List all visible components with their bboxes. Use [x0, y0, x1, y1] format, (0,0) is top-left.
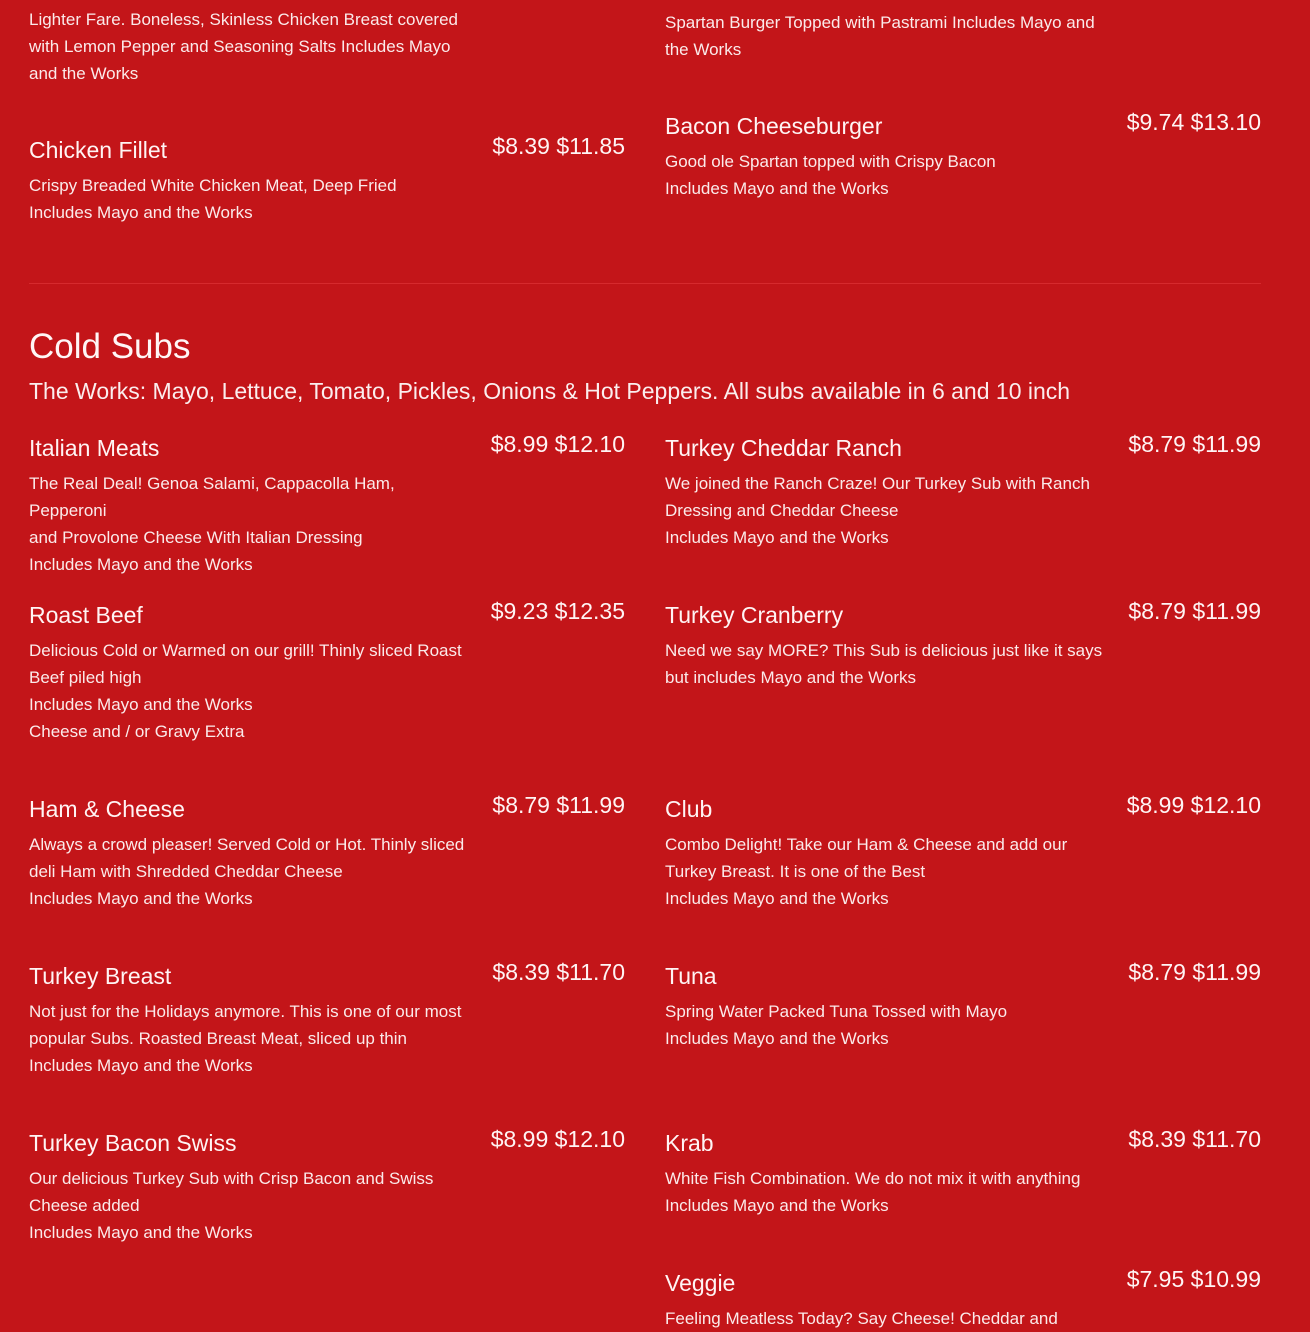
description-line: Combo Delight! Take our Ham & Cheese and add our	[665, 835, 1068, 854]
description-line: and Provolone Cheese With Italian Dressing	[29, 528, 363, 547]
description-line: Delicious Cold or Warmed on our grill! Thinly sliced Roast	[29, 641, 462, 660]
item-name: Turkey Cheddar Ranch	[665, 435, 902, 461]
item-description	[665, 1165, 1105, 1219]
description-line: Includes Mayo and the Works	[665, 528, 889, 547]
description-line: with Lemon Pepper and Seasoning Salts	[29, 37, 337, 56]
item-price: $8.39 $11.70	[492, 959, 625, 985]
item-description	[665, 470, 1105, 551]
description-line: Not just for the Holidays anymore. This is one of our most	[29, 1002, 462, 1021]
menu-item-roast-beef[interactable]	[29, 600, 625, 745]
description-line: but includes Mayo and the Works	[665, 668, 917, 687]
description-line: Includes Mayo and the Works	[29, 1056, 253, 1075]
item-description	[29, 1165, 469, 1246]
description-line: deli Ham with Shredded Cheddar Cheese	[29, 862, 343, 881]
description-line: White Fish Combination. We do not mix it with anything	[665, 1169, 1081, 1188]
item-description	[665, 1305, 1105, 1332]
item-description	[29, 470, 469, 578]
menu-item-krab[interactable]	[665, 1128, 1261, 1219]
description-line: The Real Deal! Genoa Salami, Cappacolla Ham, Pepperoni	[29, 474, 395, 520]
item-name: Veggie	[665, 1270, 736, 1296]
item-name: Turkey Bacon Swiss	[29, 1130, 237, 1156]
item-name: Tuna	[665, 963, 717, 989]
item-price: $8.79 $11.99	[1128, 959, 1261, 985]
menu-item-turkey-cheddar-ranch[interactable]	[665, 433, 1261, 551]
item-name: Chicken Fillet	[29, 137, 168, 163]
item-name: Turkey Cranberry	[665, 602, 844, 628]
section-divider	[29, 283, 1261, 284]
item-description	[29, 831, 469, 912]
item-price: $8.99 $12.10	[490, 1126, 625, 1152]
description-line: Feeling Meatless Today? Say Cheese! Cheddar and	[665, 1309, 1058, 1328]
item-description	[29, 6, 469, 87]
description-line: Includes Mayo and the Works	[665, 1029, 889, 1048]
description-line: Cheese added	[29, 1196, 140, 1215]
item-name: Turkey Breast	[29, 963, 172, 989]
item-name: Italian Meats	[29, 435, 160, 461]
menu-item-italian-meats[interactable]	[29, 433, 625, 578]
section-title: Cold Subs	[29, 327, 191, 366]
description-line: Spring Water Packed Tuna Tossed with Mayo	[665, 1002, 1008, 1021]
description-line: Includes Mayo and the Works	[29, 37, 451, 83]
description-line: Our delicious Turkey Sub with Crisp Bacon and Swiss	[29, 1169, 434, 1188]
item-price: $8.79 $11.99	[1128, 598, 1261, 624]
item-description	[665, 637, 1105, 691]
item-price: $9.23 $12.35	[490, 598, 625, 624]
description-line: Includes Mayo and the Works	[29, 203, 253, 222]
description-line: Includes Mayo and the Works	[29, 555, 253, 574]
item-price: $8.39 $11.85	[492, 133, 625, 159]
description-line: Spartan Burger Topped with Pastrami	[665, 13, 948, 32]
menu-item-bacon-cheeseburger[interactable]	[665, 111, 1261, 202]
item-price: $8.79 $11.99	[492, 792, 625, 818]
item-description	[665, 998, 1105, 1052]
item-name: Club	[665, 796, 713, 822]
menu-item-chicken-fillet[interactable]	[29, 135, 625, 226]
item-name: Krab	[665, 1130, 714, 1156]
item-description	[29, 172, 469, 226]
item-price: $8.39 $11.70	[1128, 1126, 1261, 1152]
menu-item-turkey-breast[interactable]	[29, 961, 625, 1079]
item-price: $7.95 $10.99	[1126, 1266, 1261, 1292]
item-description	[665, 148, 1105, 202]
item-price: $8.99 $12.10	[490, 431, 625, 457]
item-price: $8.99 $12.10	[1126, 792, 1261, 818]
description-line: Dressing and Cheddar Cheese	[665, 501, 899, 520]
description-line: Beef piled high	[29, 668, 142, 687]
description-line: Crispy Breaded White Chicken Meat, Deep Fried	[29, 176, 397, 195]
item-name: Roast Beef	[29, 602, 143, 628]
item-description	[29, 637, 469, 745]
description-line: Includes Mayo and the Works	[665, 1196, 889, 1215]
description-line: Includes Mayo and the Works	[29, 695, 253, 714]
item-name: Ham & Cheese	[29, 796, 185, 822]
item-description	[29, 998, 469, 1079]
menu-item-turkey-cranberry[interactable]	[665, 600, 1261, 691]
description-line: Need we say MORE? This Sub is delicious just like it says	[665, 641, 1103, 660]
description-line: Turkey Breast. It is one of the Best	[665, 862, 926, 881]
description-line: Good ole Spartan topped with Crispy Bacon	[665, 152, 996, 171]
description-line: popular Subs. Roasted Breast Meat, sliced up thin	[29, 1029, 407, 1048]
description-line: Includes Mayo and the Works	[665, 889, 889, 908]
description-line: Includes Mayo and the Works	[665, 179, 889, 198]
section-subtitle: The Works: Mayo, Lettuce, Tomato, Pickles, Onions & Hot Peppers. All subs available in 6 and 10 inch	[29, 378, 1071, 404]
description-line: Cheese and / or Gravy Extra	[29, 722, 245, 741]
menu-item-club[interactable]	[665, 794, 1261, 912]
description-line: Includes Mayo and the Works	[665, 13, 1095, 59]
menu-item-veggie[interactable]	[665, 1268, 1261, 1332]
item-price: $9.74 $13.10	[1126, 109, 1261, 135]
description-line: Includes Mayo and the Works	[29, 889, 253, 908]
menu-item-tuna[interactable]	[665, 961, 1261, 1052]
item-description	[665, 9, 1105, 63]
description-line: Includes Mayo and the Works	[29, 1223, 253, 1242]
item-description	[665, 831, 1105, 912]
item-price: $8.79 $11.99	[1128, 431, 1261, 457]
description-line: We joined the Ranch Craze! Our Turkey Sub with Ranch	[665, 474, 1090, 493]
description-line: Lighter Fare. Boneless, Skinless Chicken Breast covered	[29, 10, 458, 29]
menu-item-turkey-bacon-swiss[interactable]	[29, 1128, 625, 1246]
description-line: Always a crowd pleaser! Served Cold or Hot. Thinly sliced	[29, 835, 465, 854]
menu-item-ham-cheese[interactable]	[29, 794, 625, 912]
item-name: Bacon Cheeseburger	[665, 113, 883, 139]
